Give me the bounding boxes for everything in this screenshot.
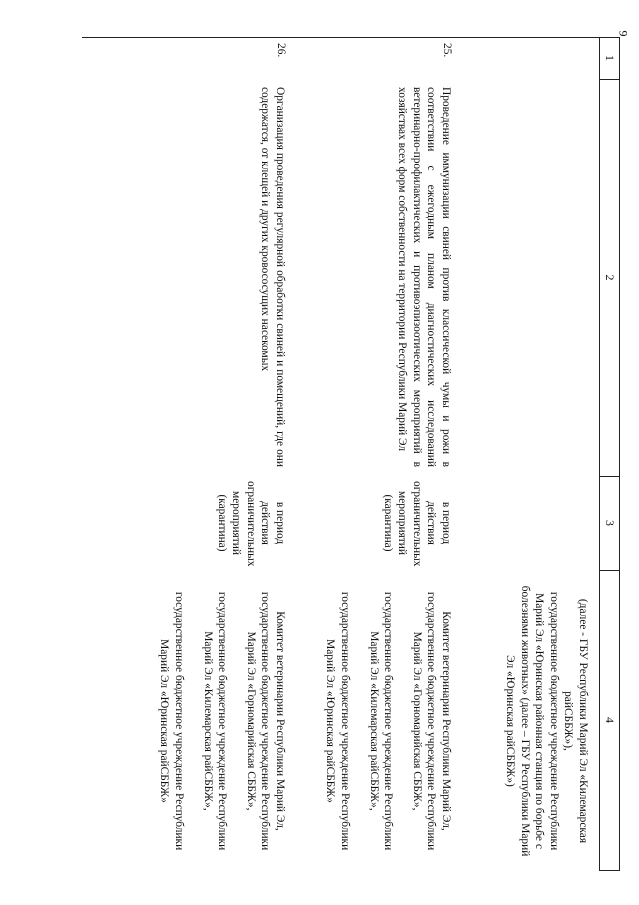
row-25-executor-2: государственное бюджетное учреждение Республики Марий Эл «Килемарская райСББЖ», bbox=[367, 591, 395, 851]
row-25-executors bbox=[323, 585, 453, 857]
page-number: 9 bbox=[616, 30, 631, 37]
row-26-executor-2: государственное бюджетное учреждение Республики Марий Эл «Килемарская райСББЖ», bbox=[201, 591, 229, 851]
row-number-25: 25. bbox=[441, 43, 453, 58]
row-26-executor-1: Комитет ветеринарии Республики Марий Эл, государственное бюджетное учреждение Республики Марий Эл «Горномарийская СББЖ», bbox=[244, 591, 286, 851]
column-header-1: 1 bbox=[603, 55, 617, 61]
row-number-26: 26. bbox=[275, 43, 287, 58]
column-header-3: 3 bbox=[603, 520, 617, 526]
row-26-executors bbox=[157, 585, 287, 857]
continuation-text bbox=[502, 585, 590, 857]
continuation-line-2: государственное бюджетное учреждение Республики Марий Эл «Юринская районная станция по борьбе с болезнями животных» (далее – ГБУ Республики Марий Эл «Юринская райСББЖ») bbox=[504, 585, 560, 857]
row-26-executor-3: государственное бюджетное учреждение Республики Марий Эл «Юринская райСББЖ» bbox=[158, 591, 186, 851]
column-border-right bbox=[600, 870, 620, 871]
continuation-line-1: (далее - ГБУ Республики Марий Эл «Килемарская райСББЖ»), bbox=[562, 598, 589, 844]
row-25-period: в период действия ограничительных мероприятий (карантина) bbox=[381, 481, 452, 567]
row-25-executor-3: государственное бюджетное учреждение Республики Марий Эл «Юринская райСББЖ» bbox=[324, 591, 352, 851]
rotated-table bbox=[82, 37, 620, 871]
column-border-left bbox=[82, 37, 620, 38]
row-26-period: в период действия ограничительных мероприятий (карантина) bbox=[215, 481, 286, 567]
column-header-4: 4 bbox=[603, 717, 617, 723]
row-25-description: Проведение иммунизации свиней против классической чумы и рожи в соответствии с ежегодным планом диагностических исследований ветеринарно-профилактических и противоэпизоотических мероприятий в хозяйствах всех форм собственности на территории Республики Марий Эл bbox=[396, 87, 452, 467]
row-25-executor-1: Комитет ветеринарии Республики Марий Эл, государственное бюджетное учреждение Республики Марий Эл «Горномарийская СББЖ», bbox=[410, 591, 452, 851]
column-header-2: 2 bbox=[603, 274, 617, 281]
row-26-description: Организация проведения регулярной обработки свиней и помещений, где они содержатся, от клещей и других кровососущих насекомых bbox=[259, 87, 286, 467]
